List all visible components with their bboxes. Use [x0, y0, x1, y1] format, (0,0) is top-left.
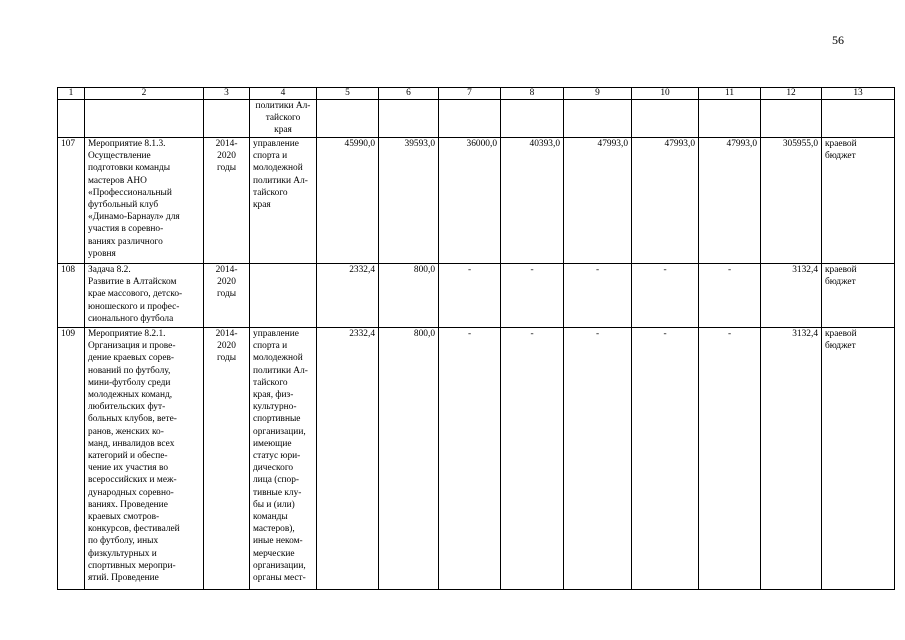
cell-text-line: спорта и	[253, 341, 288, 352]
row-executor	[250, 264, 317, 328]
cell-text-line: ятий. Проведение	[88, 573, 159, 584]
cell-text-line: органы мест-	[253, 573, 306, 584]
value-cell	[501, 100, 564, 138]
cell-text-line: любительских фут-	[88, 402, 166, 413]
value-cell: 47993,0	[699, 138, 761, 264]
value-cell: -	[439, 328, 501, 590]
cell-text-line: иные неком-	[253, 536, 303, 547]
cell-text-line: годы	[216, 163, 237, 174]
cell-text-line: краевой	[825, 265, 857, 275]
cell-text-line: статус юри-	[253, 451, 301, 462]
row-years	[204, 264, 250, 328]
cell-text-line: футбольный клуб	[88, 200, 159, 211]
cell-text-line: бюджет	[825, 277, 856, 288]
cell-text-line: ваниях различного	[88, 236, 163, 247]
cell-text-line: годы	[216, 289, 237, 300]
header-cell: 10	[632, 88, 699, 100]
row-source	[822, 100, 895, 138]
cell-text-line: юношеского и профес-	[88, 301, 180, 312]
row-years	[204, 328, 250, 590]
cell-text-line: команды	[253, 512, 288, 523]
header-cell: 12	[761, 88, 822, 100]
cell-text-line: категорий и обеспе-	[88, 451, 168, 462]
cell-text-line: ранов, женских ко-	[88, 426, 164, 437]
row-years	[204, 100, 250, 138]
row-number: 109	[58, 328, 85, 590]
table-row	[58, 138, 895, 264]
value-cell	[699, 100, 761, 138]
row-executor	[250, 100, 317, 138]
cell-text-line: годы	[216, 353, 237, 364]
header-cell: 4	[250, 88, 317, 100]
cell-text-line: мерческие	[253, 548, 295, 559]
cell-text-line: молодежной	[253, 353, 303, 364]
cell-text-line: краевой	[825, 139, 857, 149]
cell-text-line: «Профессиональный	[88, 187, 172, 198]
value-cell: -	[564, 328, 632, 590]
cell-text-line: ваниях. Проведение	[88, 499, 168, 510]
cell-text-line: Развитие в Алтайском	[88, 277, 177, 288]
cell-text-line: всероссийских и меж-	[88, 475, 177, 486]
cell-text-line: тайского	[265, 113, 301, 124]
row-number: 108	[58, 264, 85, 328]
cell-text-line: политики Ал-	[255, 101, 311, 111]
cell-text-line: мастеров АНО	[88, 175, 147, 186]
cell-text-line: дического	[253, 463, 294, 474]
value-cell: -	[501, 264, 564, 328]
value-cell: -	[439, 264, 501, 328]
value-cell: -	[632, 328, 699, 590]
value-cell: -	[632, 264, 699, 328]
value-cell: -	[699, 328, 761, 590]
cell-text-line: конкурсов, фестивалей	[88, 524, 180, 535]
value-cell: -	[564, 264, 632, 328]
value-cell: 305955,0	[761, 138, 822, 264]
header-cell: 7	[439, 88, 501, 100]
cell-text-line: «Динамо-Барнаул» для	[88, 212, 180, 223]
cell-text-line: управление	[253, 139, 299, 149]
header-cell: 6	[379, 88, 439, 100]
value-cell: 36000,0	[439, 138, 501, 264]
cell-text-line: спортивных меропри-	[88, 560, 176, 571]
cell-text-line: дение краевых сорев-	[88, 353, 175, 364]
cell-text-line: лица (спор-	[253, 475, 300, 486]
cell-text-line: краевых смотров-	[88, 512, 160, 523]
cell-text-line: края, физ-	[253, 390, 294, 401]
cell-text-line: бюджет	[825, 341, 856, 352]
cell-text-line: Осуществление	[88, 151, 151, 162]
row-name	[85, 264, 204, 328]
cell-text-line: по футболу, иных	[88, 536, 159, 547]
header-cell: 8	[501, 88, 564, 100]
cell-text-line: нований по футболу,	[88, 365, 171, 376]
cell-text-line: края	[274, 125, 292, 136]
page-number: 56	[832, 33, 844, 47]
cell-text-line: 2020	[217, 151, 236, 162]
value-cell	[632, 100, 699, 138]
row-number: 107	[58, 138, 85, 264]
row-name	[85, 100, 204, 138]
value-cell: 47993,0	[564, 138, 632, 264]
cell-text-line: 2014-	[215, 139, 238, 149]
value-cell: 39593,0	[379, 138, 439, 264]
cell-text-line: краевой	[825, 329, 857, 339]
cell-text-line: уровня	[88, 248, 116, 259]
row-number	[58, 100, 85, 138]
value-cell	[564, 100, 632, 138]
row-source	[822, 328, 895, 590]
value-cell	[761, 100, 822, 138]
value-cell: 800,0	[379, 328, 439, 590]
value-cell: -	[501, 328, 564, 590]
cell-text-line: крае массового, детско-	[88, 289, 183, 300]
row-name	[85, 328, 204, 590]
cell-text-line: молодежных команд,	[88, 390, 173, 401]
cell-text-line: политики Ал-	[253, 365, 308, 376]
header-cell: 2	[85, 88, 204, 100]
row-source	[822, 264, 895, 328]
header-row	[58, 88, 895, 100]
cell-text-line: организации,	[253, 560, 306, 571]
table-row	[58, 100, 895, 138]
cell-text-line: спорта и	[253, 151, 288, 162]
row-years	[204, 138, 250, 264]
cell-text-line: тайского	[253, 377, 288, 388]
cell-text-line: Мероприятие 8.2.1.	[88, 329, 166, 339]
cell-text-line: имеющие	[253, 438, 292, 449]
cell-text-line: культурно-	[253, 402, 297, 413]
cell-text-line: подготовки команды	[88, 163, 171, 174]
header-cell: 3	[204, 88, 250, 100]
cell-text-line: 2020	[217, 341, 236, 352]
cell-text-line: Мероприятие 8.1.3.	[88, 139, 166, 149]
value-cell: 2332,4	[317, 264, 379, 328]
header-cell: 5	[317, 88, 379, 100]
cell-text-line: бы и (или)	[253, 499, 295, 510]
cell-text-line: мастеров),	[253, 524, 295, 535]
header-cell: 1	[58, 88, 85, 100]
cell-text-line: Задача 8.2.	[88, 265, 131, 275]
value-cell: 3132,4	[761, 264, 822, 328]
table-row	[58, 328, 895, 590]
cell-text-line: организации,	[253, 426, 306, 437]
cell-text-line: физкультурных и	[88, 548, 157, 559]
cell-text-line: тайского	[253, 187, 288, 198]
cell-text-line: 2014-	[215, 265, 238, 275]
value-cell: 45990,0	[317, 138, 379, 264]
value-cell: 40393,0	[501, 138, 564, 264]
table-row	[58, 264, 895, 328]
cell-text-line: дународных соревно-	[88, 487, 174, 498]
cell-text-line: спортивные	[253, 414, 301, 425]
value-cell	[317, 100, 379, 138]
cell-text-line: 2020	[217, 277, 236, 288]
row-executor	[250, 328, 317, 590]
cell-text-line: 2014-	[215, 329, 238, 339]
value-cell	[439, 100, 501, 138]
cell-text-line: чение их участия во	[88, 463, 169, 474]
row-name	[85, 138, 204, 264]
cell-text-line: бюджет	[825, 151, 856, 162]
value-cell: 2332,4	[317, 328, 379, 590]
cell-text-line: Организация и прове-	[88, 341, 176, 352]
cell-text-line: тивные клу-	[253, 487, 302, 498]
cell-text-line: края	[253, 200, 271, 211]
header-cell: 13	[822, 88, 895, 100]
value-cell: 800,0	[379, 264, 439, 328]
value-cell: -	[699, 264, 761, 328]
row-executor	[250, 138, 317, 264]
cell-text-line: больных клубов, вете-	[88, 414, 177, 425]
cell-text-line: управление	[253, 329, 299, 339]
cell-text-line: манд, инвалидов всех	[88, 438, 175, 449]
row-source	[822, 138, 895, 264]
value-cell: 47993,0	[632, 138, 699, 264]
cell-text-line: участия в соревно-	[88, 224, 164, 235]
value-cell	[379, 100, 439, 138]
header-cell: 11	[699, 88, 761, 100]
cell-text-line: мини-футболу среди	[88, 377, 171, 388]
header-cell: 9	[564, 88, 632, 100]
cell-text-line: политики Ал-	[253, 175, 308, 186]
cell-text-line: молодежной	[253, 163, 303, 174]
value-cell: 3132,4	[761, 328, 822, 590]
program-table	[57, 87, 895, 590]
cell-text-line: сионального футбола	[88, 313, 174, 324]
